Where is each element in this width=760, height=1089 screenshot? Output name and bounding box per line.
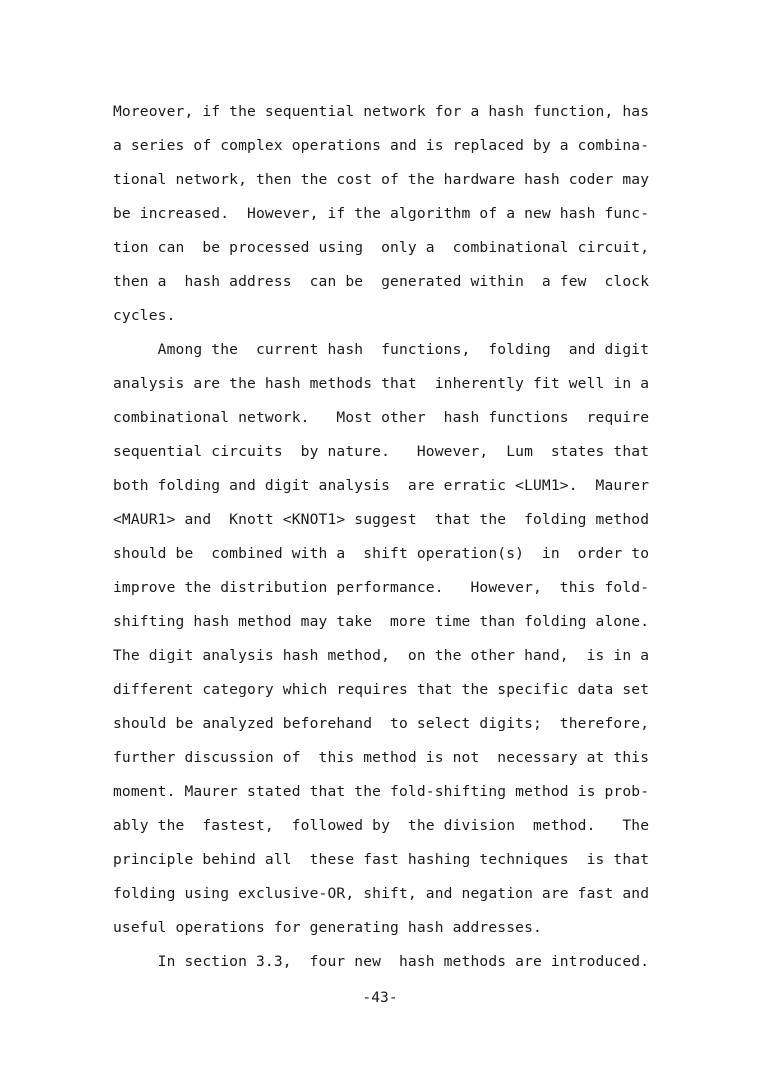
text-line: shifting hash method may take more time than folding alone. (113, 613, 650, 630)
text-line: principle behind all these fast hashing techniques is that (113, 851, 650, 868)
text-line: In section 3.3, four new hash methods are introduced. (113, 953, 650, 970)
text-line: useful operations for generating hash addresses. (113, 919, 542, 936)
text-line: cycles. (113, 307, 176, 324)
text-line: then a hash address can be generated within a few clock (113, 273, 650, 290)
text-line: be increased. However, if the algorithm of a new hash func- (113, 205, 650, 222)
text-line: folding using exclusive-OR, shift, and negation are fast and (113, 885, 650, 902)
text-line: Moreover, if the sequential network for a hash function, has (113, 103, 650, 120)
text-line: further discussion of this method is not necessary at this (113, 749, 650, 766)
text-line: combinational network. Most other hash functions require (113, 409, 650, 426)
text-line: analysis are the hash methods that inherently fit well in a (113, 375, 650, 392)
text-line: Among the current hash functions, folding and digit (113, 341, 650, 358)
text-line: different category which requires that the specific data set (113, 681, 650, 698)
text-line: tion can be processed using only a combinational circuit, (113, 239, 650, 256)
page-number: -43- (362, 989, 398, 1006)
text-line: ably the fastest, followed by the division method. The (113, 817, 650, 834)
text-line: should be analyzed beforehand to select digits; therefore, (113, 715, 650, 732)
text-line: should be combined with a shift operation(s) in order to (113, 545, 650, 562)
text-line: improve the distribution performance. However, this fold- (113, 579, 650, 596)
text-line: sequential circuits by nature. However, Lum states that (113, 443, 650, 460)
text-line: both folding and digit analysis are erratic <LUM1>. Maurer (113, 477, 650, 494)
text-line: a series of complex operations and is replaced by a combina- (113, 137, 650, 154)
text-line: tional network, then the cost of the hardware hash coder may (113, 171, 650, 188)
text-line: moment. Maurer stated that the fold-shifting method is prob- (113, 783, 650, 800)
text-line: The digit analysis hash method, on the other hand, is in a (113, 647, 650, 664)
text-line: <MAUR1> and Knott <KNOT1> suggest that the folding method (113, 511, 650, 528)
